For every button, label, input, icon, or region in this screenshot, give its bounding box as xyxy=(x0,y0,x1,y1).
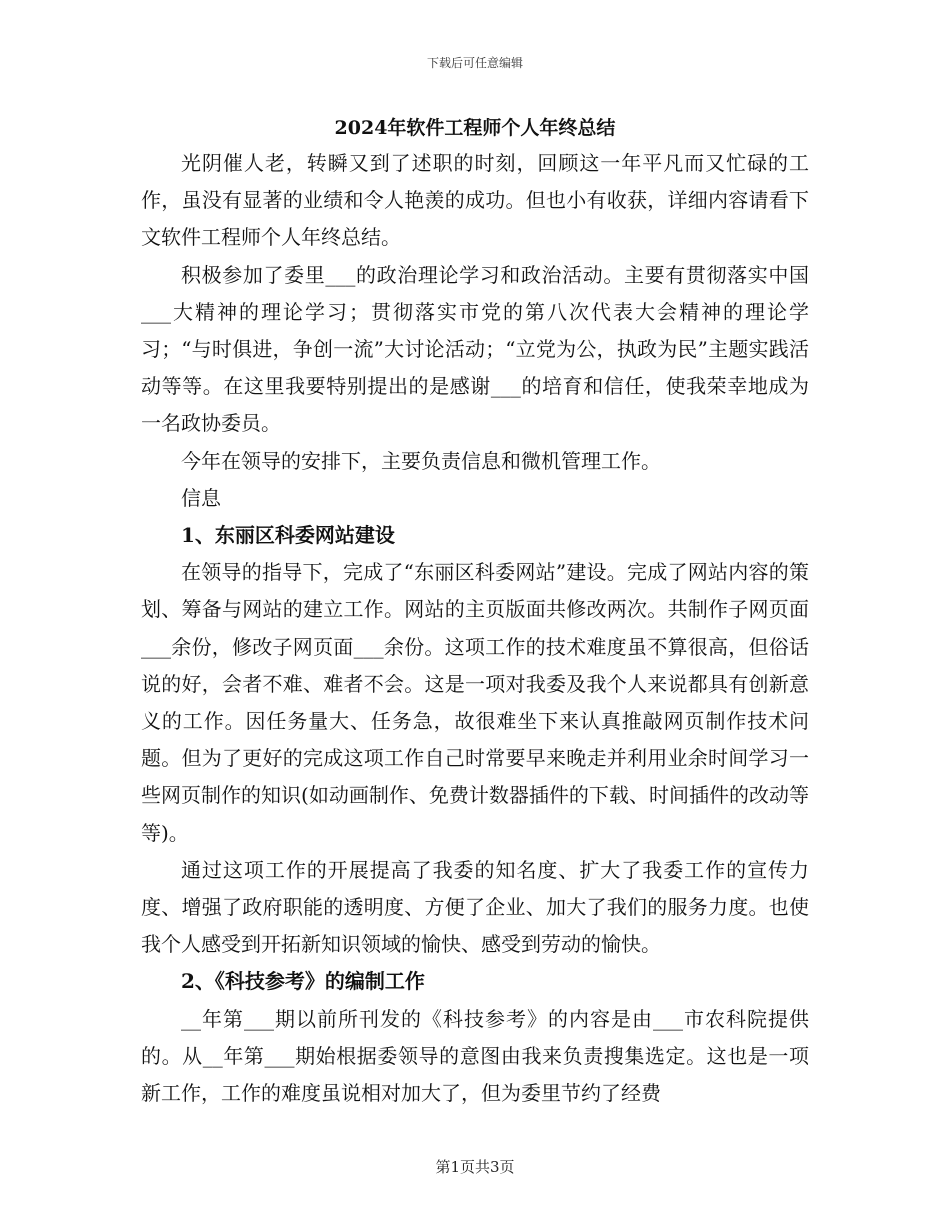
paragraph-intro: 光阴催人老，转瞬又到了述职的时刻，回顾这一年平凡而又忙碌的工作，虽没有显著的业绩和令人艳羡的成功。但也小有收获，详细内容请看下文软件工程师个人年终总结。 xyxy=(141,151,809,250)
paragraph-website-results: 通过这项工作的开展提高了我委的知名度、扩大了我委工作的宣传力度、增强了政府职能的透明度、方便了企业、加大了我们的服务力度。也使我个人感受到开拓新知识领域的愉快、感受到劳动的愉快。 xyxy=(141,857,809,957)
document-title: 2024年软件工程师个人年终总结 xyxy=(334,117,616,139)
page-number: 第1页共3页 xyxy=(435,1158,515,1176)
paragraph-website-construction: 在领导的指导下，完成了“东丽区科委网站”建设。完成了网站内容的策划、筹备与网站的建立工作。网站的主页版面共修改两次。共制作子网页面___余份，修改子网页面___余份。这项工作的技术难度虽不算很高，但俗话说的好，会者不难、难者不会。这是一项对我委及我个人来说都具有创新意义的工作。因任务量大、任务急，故很难坐下来认真推敲网页制作技术问题。但为了更好的完成这项工作自己时常要早来晚走并利用业余时间学习一些网页制作的知识(如动画制作、免费计数器插件的下载、时间插件的改动等等)。 xyxy=(141,560,809,845)
paragraph-responsibility: 今年在领导的安排下，主要负责信息和微机管理工作。 xyxy=(181,448,661,473)
page-header-note: 下载后可任意编辑 xyxy=(426,56,523,70)
document-body xyxy=(141,111,809,1112)
paragraph-info-label: 信息 xyxy=(181,485,221,510)
section-heading-tech-reference: 2、《科技参考》的编制工作 xyxy=(181,969,425,994)
section-heading-website: 1、东丽区科委网站建设 xyxy=(181,523,395,548)
paragraph-tech-reference: __年第___期以前所刊发的《科技参考》的内容是由___市农科院提供的。从__年第___期始根据委领导的意图由我来负责搜集选定。这也是一项新工作，工作的难度虽说相对加大了，但为委里节约了经费 xyxy=(141,1006,809,1106)
paragraph-political-study: 积极参加了委里___的政治理论学习和政治活动。主要有贯彻落实中国___大精神的理论学习；贯彻落实市党的第八次代表大会精神的理论学习；“与时俱进，争创一流”大讨论活动；“立党为公，执政为民”主题实践活动等等。在这里我要特别提出的是感谢___的培育和信任，使我荣幸地成为一名政协委员。 xyxy=(141,262,809,436)
